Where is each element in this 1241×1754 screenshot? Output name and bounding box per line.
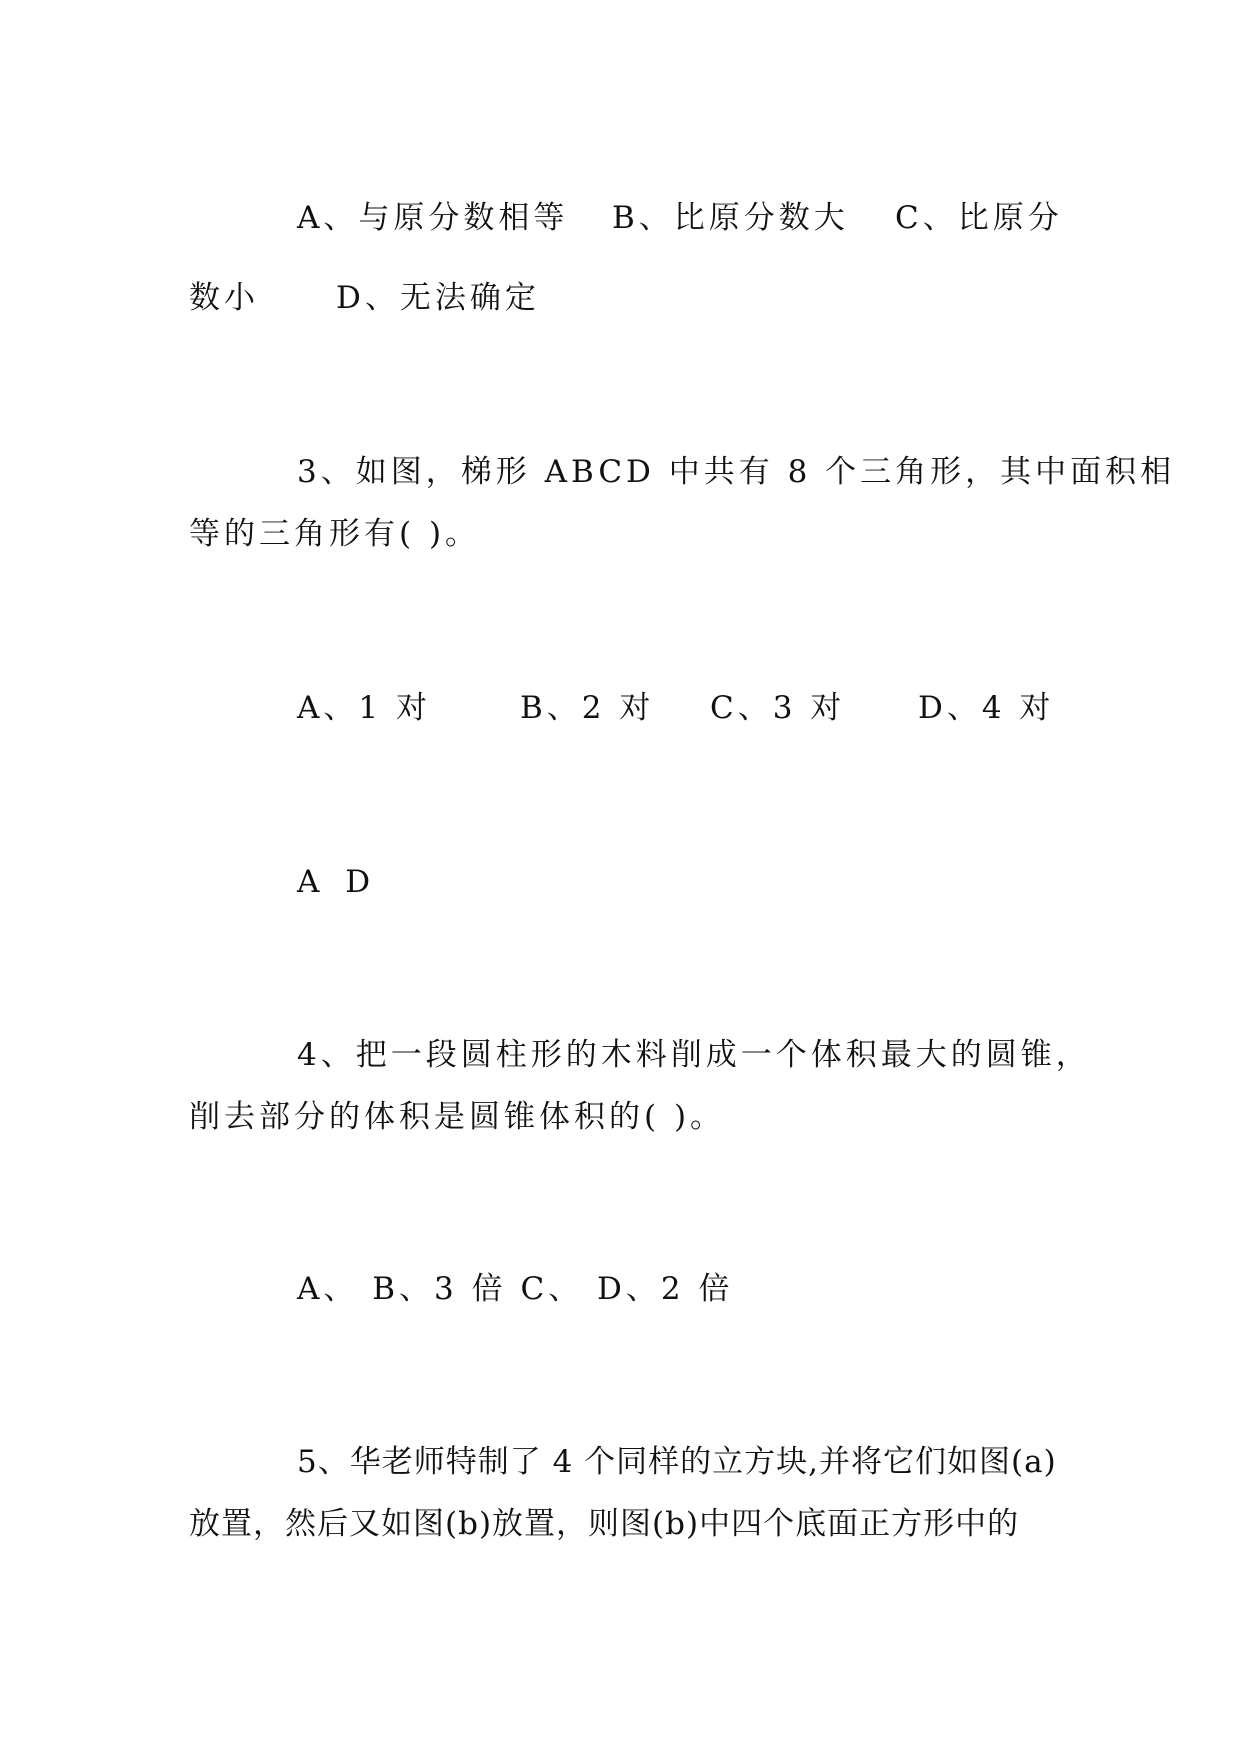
q4-stem-line1: 4、把一段圆柱形的木料削成一个体积最大的圆锥， [297, 1037, 1091, 1073]
q2-option-a: A、与原分数相等 [297, 200, 569, 236]
q5-stem-line2: 放置，然后又如图(b)放置，则图(b)中四个底面正方形中的 [189, 1506, 1020, 1542]
q2-option-d: D、无法确定 [336, 280, 540, 316]
q3-options-row [0, 688, 1241, 732]
q5-stem-line1: 5、华老师特制了 4 个同样的立方块,并将它们如图(a) [297, 1444, 1057, 1480]
q3-option-a: A、1 对 [297, 690, 431, 726]
q4-options-row: A、 B、3 倍 C、 D、2 倍 [297, 1271, 734, 1307]
q3-option-d: D、4 对 [918, 690, 1055, 726]
q3-stem-line1: 3、如图，梯形 ABCD 中共有 8 个三角形，其中面积相 [297, 454, 1176, 490]
q3-stem-line2: 等的三角形有( )。 [189, 516, 481, 552]
q3-figure-labels: A D [297, 864, 379, 900]
q2-option-b: B、比原分数大 [612, 200, 849, 236]
q2-options-row2 [0, 278, 1241, 322]
q2-options-row1 [0, 198, 1241, 242]
q3-option-b: B、2 对 [520, 690, 655, 726]
q2-option-c-continued: 数小 [189, 280, 259, 316]
q2-option-c: C、比原分 [895, 200, 1063, 236]
q4-stem-line2: 削去部分的体积是圆锥体积的( )。 [189, 1099, 726, 1135]
q3-option-c: C、3 对 [710, 690, 846, 726]
